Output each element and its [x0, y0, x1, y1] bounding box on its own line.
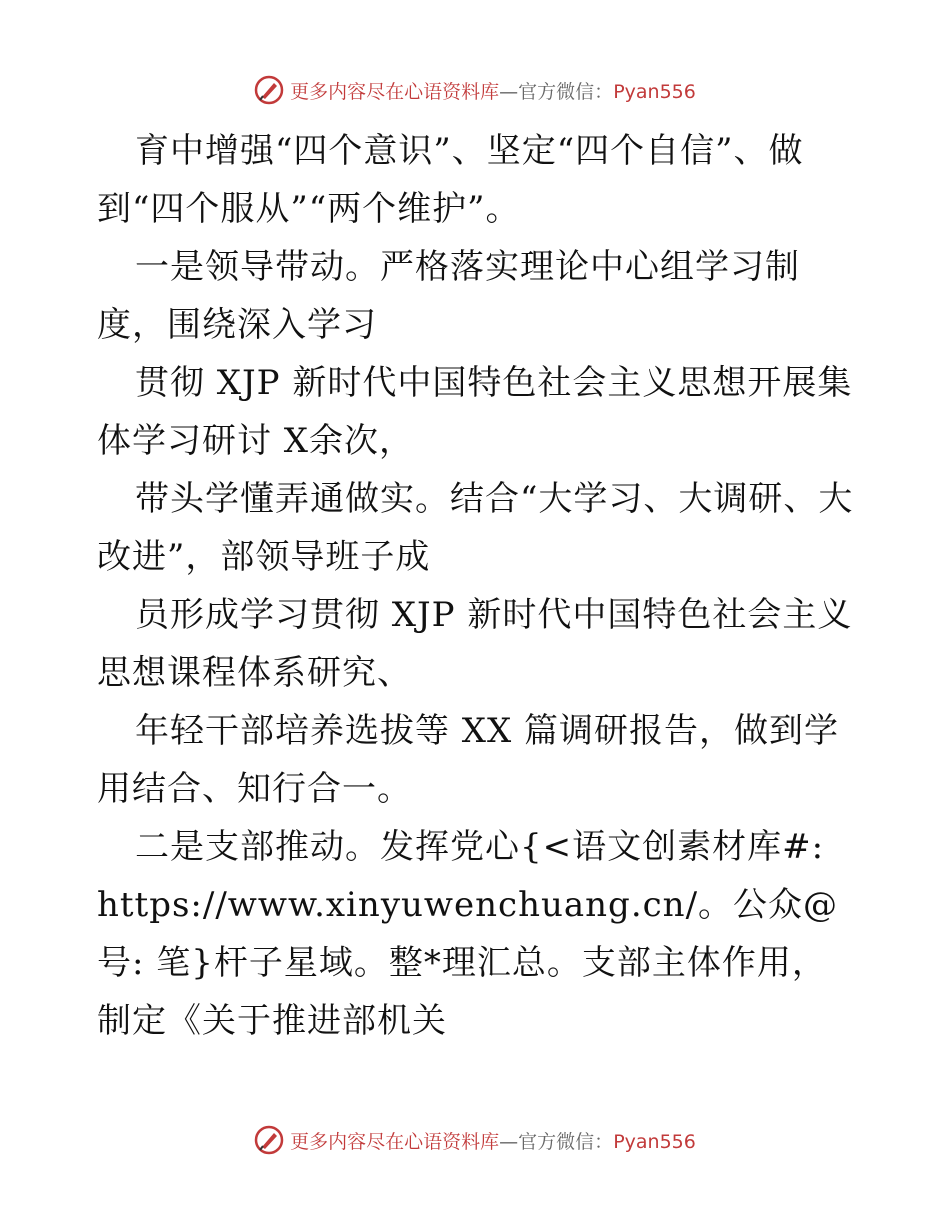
- watermark-text: [290, 77, 696, 104]
- watermark-main: 更多内容尽在心语资料库: [290, 80, 500, 103]
- watermark-dash: —: [499, 80, 519, 103]
- watermark-official-label: 官方微信：: [518, 1130, 614, 1153]
- paragraph-1: 育中增强“四个意识”、坚定“四个自信”、做到“四个服从”“两个维护”。: [97, 131, 804, 229]
- watermark-official-label: 官方微信：: [518, 80, 614, 103]
- paragraph-3: 贯彻 XJP 新时代中国特色社会主义思想开展集体学习研讨 X余次，: [97, 363, 853, 461]
- watermark-main: 更多内容尽在心语资料库: [290, 1130, 500, 1153]
- paragraph-5: 员形成学习贯彻 XJP 新时代中国特色社会主义思想课程体系研究、: [97, 595, 853, 693]
- quill-logo-icon: [254, 75, 284, 105]
- paragraph-4: 带头学懂弄通做实。结合“大学习、大调研、大改进”，部领导班子成: [97, 479, 854, 577]
- document-body: [97, 122, 857, 1050]
- paragraph-6: 年轻干部培养选拔等 XX 篇调研报告，做到学用结合、知行合一。: [97, 711, 840, 809]
- watermark-official-id: Pyan556: [613, 1130, 696, 1153]
- quill-logo-icon: [254, 1125, 284, 1155]
- watermark-official-id: Pyan556: [613, 80, 696, 103]
- header-watermark: [0, 70, 950, 110]
- watermark-dash: —: [499, 1130, 519, 1153]
- watermark-text: [290, 1127, 696, 1154]
- paragraph-2: 一是领导带动。严格落实理论中心组学习制度，围绕深入学习: [97, 247, 800, 345]
- footer-watermark: [0, 1120, 950, 1160]
- paragraph-7: 二是支部推动。发挥党心{<语文创素材库#: https://www.xinyuwenchuang.cn/。公众@号: 笔}杆子星域。整*理汇总。支部主体作用，制定《关于推进部机关: [97, 827, 839, 1041]
